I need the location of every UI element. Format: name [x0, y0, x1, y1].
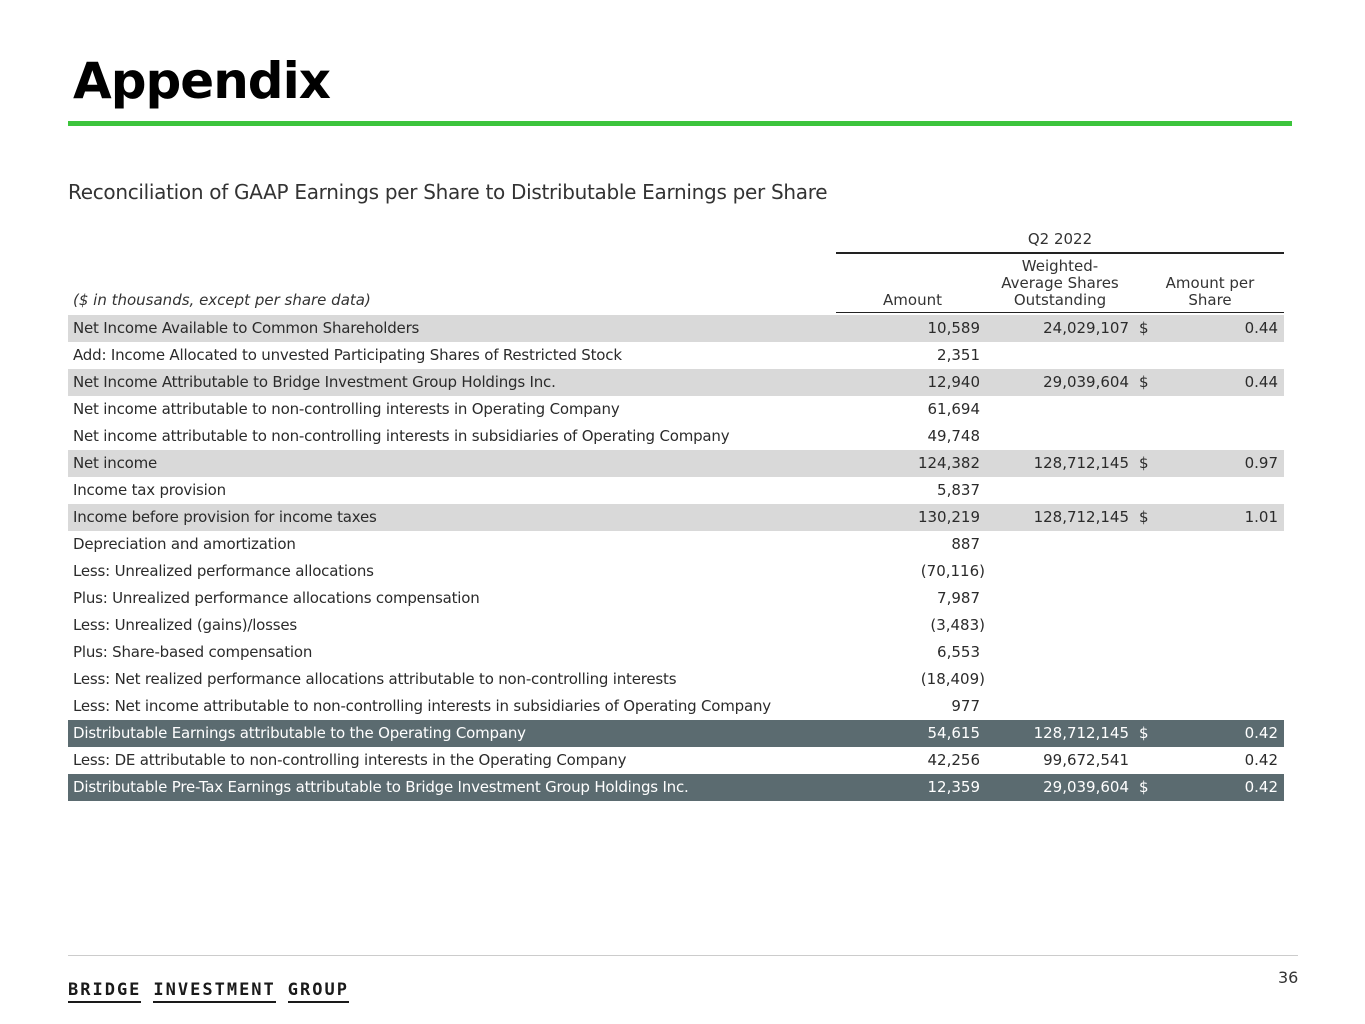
row-amount: 54,615: [927, 724, 980, 742]
row-label: Less: Unrealized (gains)/losses: [73, 616, 298, 634]
row-amount: 10,589: [927, 319, 980, 337]
row-label: Less: Net realized performance allocations attributable to non-controlling interests: [73, 670, 677, 688]
row-dollar-sign: $: [1139, 508, 1149, 526]
header-rule: [836, 312, 1284, 313]
row-label: Net income attributable to non-controlling interests in Operating Company: [73, 400, 620, 418]
row-amount: 7,987: [937, 589, 980, 607]
footer-rule: [68, 955, 1298, 956]
row-shares: 29,039,604: [1043, 373, 1129, 391]
row-dollar-sign: $: [1139, 373, 1149, 391]
column-header-weighted-shares-line2: Average Shares: [1001, 274, 1119, 292]
row-label: Distributable Pre-Tax Earnings attributable to Bridge Investment Group Holdings Inc.: [73, 778, 689, 796]
column-header-weighted-shares-line3: Outstanding: [1013, 291, 1107, 309]
row-amount: 42,256: [927, 751, 980, 769]
row-amount: 124,382: [917, 454, 980, 472]
row-label: Depreciation and amortization: [73, 535, 296, 553]
page-number: 36: [1278, 968, 1299, 987]
table-row: [68, 477, 1284, 504]
row-label: Distributable Earnings attributable to the Operating Company: [73, 724, 526, 742]
table-subtitle: Reconciliation of GAAP Earnings per Share to Distributable Earnings per Share: [68, 180, 828, 204]
row-amount: (70,116): [920, 562, 985, 580]
row-label: Net income attributable to non-controlling interests in subsidiaries of Operating Company: [73, 427, 730, 445]
row-amount-per-share: 0.42: [1244, 724, 1278, 742]
row-label: Income before provision for income taxes: [73, 508, 377, 526]
table-row: [68, 720, 1284, 747]
row-label: Net income: [73, 454, 158, 472]
row-amount: 61,694: [927, 400, 980, 418]
row-shares: 128,712,145: [1033, 508, 1129, 526]
logo-word-2: INVESTMENT: [153, 980, 275, 1003]
table-row: [68, 315, 1284, 342]
row-amount: 5,837: [937, 481, 980, 499]
column-header-weighted-shares: [990, 258, 1130, 309]
row-amount-per-share: 1.01: [1244, 508, 1278, 526]
row-dollar-sign: $: [1139, 778, 1149, 796]
row-amount-per-share: 0.42: [1244, 778, 1278, 796]
table-row: [68, 666, 1284, 693]
row-label: Income tax provision: [73, 481, 226, 499]
row-amount-per-share: 0.44: [1244, 373, 1278, 391]
page-title: Appendix: [73, 52, 330, 110]
period-rule: [836, 252, 1284, 254]
title-underline: [68, 121, 1292, 126]
row-amount: 12,359: [927, 778, 980, 796]
row-dollar-sign: $: [1139, 319, 1149, 337]
table-row: [68, 342, 1284, 369]
row-shares: 99,672,541: [1043, 751, 1129, 769]
row-amount-per-share: 0.44: [1244, 319, 1278, 337]
table-row: [68, 774, 1284, 801]
table-row: [68, 423, 1284, 450]
row-dollar-sign: $: [1139, 454, 1149, 472]
row-label: Less: Unrealized performance allocations: [73, 562, 374, 580]
table-row: [68, 369, 1284, 396]
units-note: ($ in thousands, except per share data): [73, 291, 371, 309]
row-amount: (18,409): [920, 670, 985, 688]
row-shares: 128,712,145: [1033, 724, 1129, 742]
column-header-amount-per-share: [1140, 275, 1280, 309]
table-row: [68, 531, 1284, 558]
company-logo: [68, 980, 349, 1003]
row-label: Net Income Attributable to Bridge Investment Group Holdings Inc.: [73, 373, 556, 391]
row-amount: 977: [951, 697, 980, 715]
column-header-amount-per-share-line2: Share: [1188, 291, 1232, 309]
row-label: Add: Income Allocated to unvested Participating Shares of Restricted Stock: [73, 346, 622, 364]
logo-word-3: GROUP: [288, 980, 349, 1003]
row-amount: 12,940: [927, 373, 980, 391]
column-header-weighted-shares-line1: Weighted-: [1021, 257, 1099, 275]
row-shares: 24,029,107: [1043, 319, 1129, 337]
table-row: [68, 450, 1284, 477]
table-row: [68, 639, 1284, 666]
row-amount-per-share: 0.97: [1244, 454, 1278, 472]
row-label: Plus: Unrealized performance allocations compensation: [73, 589, 480, 607]
row-label: Less: DE attributable to non-controlling interests in the Operating Company: [73, 751, 627, 769]
row-label: Less: Net income attributable to non-controlling interests in subsidiaries of Operating Company: [73, 697, 771, 715]
row-amount: (3,483): [930, 616, 985, 634]
table-row: [68, 747, 1284, 774]
row-amount: 2,351: [937, 346, 980, 364]
row-amount: 887: [951, 535, 980, 553]
table-row: [68, 585, 1284, 612]
table-row: [68, 504, 1284, 531]
row-label: Net Income Available to Common Shareholders: [73, 319, 420, 337]
row-shares: 128,712,145: [1033, 454, 1129, 472]
row-shares: 29,039,604: [1043, 778, 1129, 796]
logo-word-1: BRIDGE: [68, 980, 141, 1003]
row-amount: 6,553: [937, 643, 980, 661]
row-amount-per-share: 0.42: [1244, 751, 1278, 769]
row-amount: 49,748: [927, 427, 980, 445]
table-row: [68, 693, 1284, 720]
table-row: [68, 612, 1284, 639]
column-header-amount: Amount: [883, 291, 942, 309]
row-amount: 130,219: [917, 508, 980, 526]
column-header-amount-per-share-line1: Amount per: [1165, 274, 1255, 292]
period-header: Q2 2022: [1027, 230, 1093, 248]
table-row: [68, 396, 1284, 423]
table-row: [68, 558, 1284, 585]
row-label: Plus: Share-based compensation: [73, 643, 313, 661]
row-dollar-sign: $: [1139, 724, 1149, 742]
